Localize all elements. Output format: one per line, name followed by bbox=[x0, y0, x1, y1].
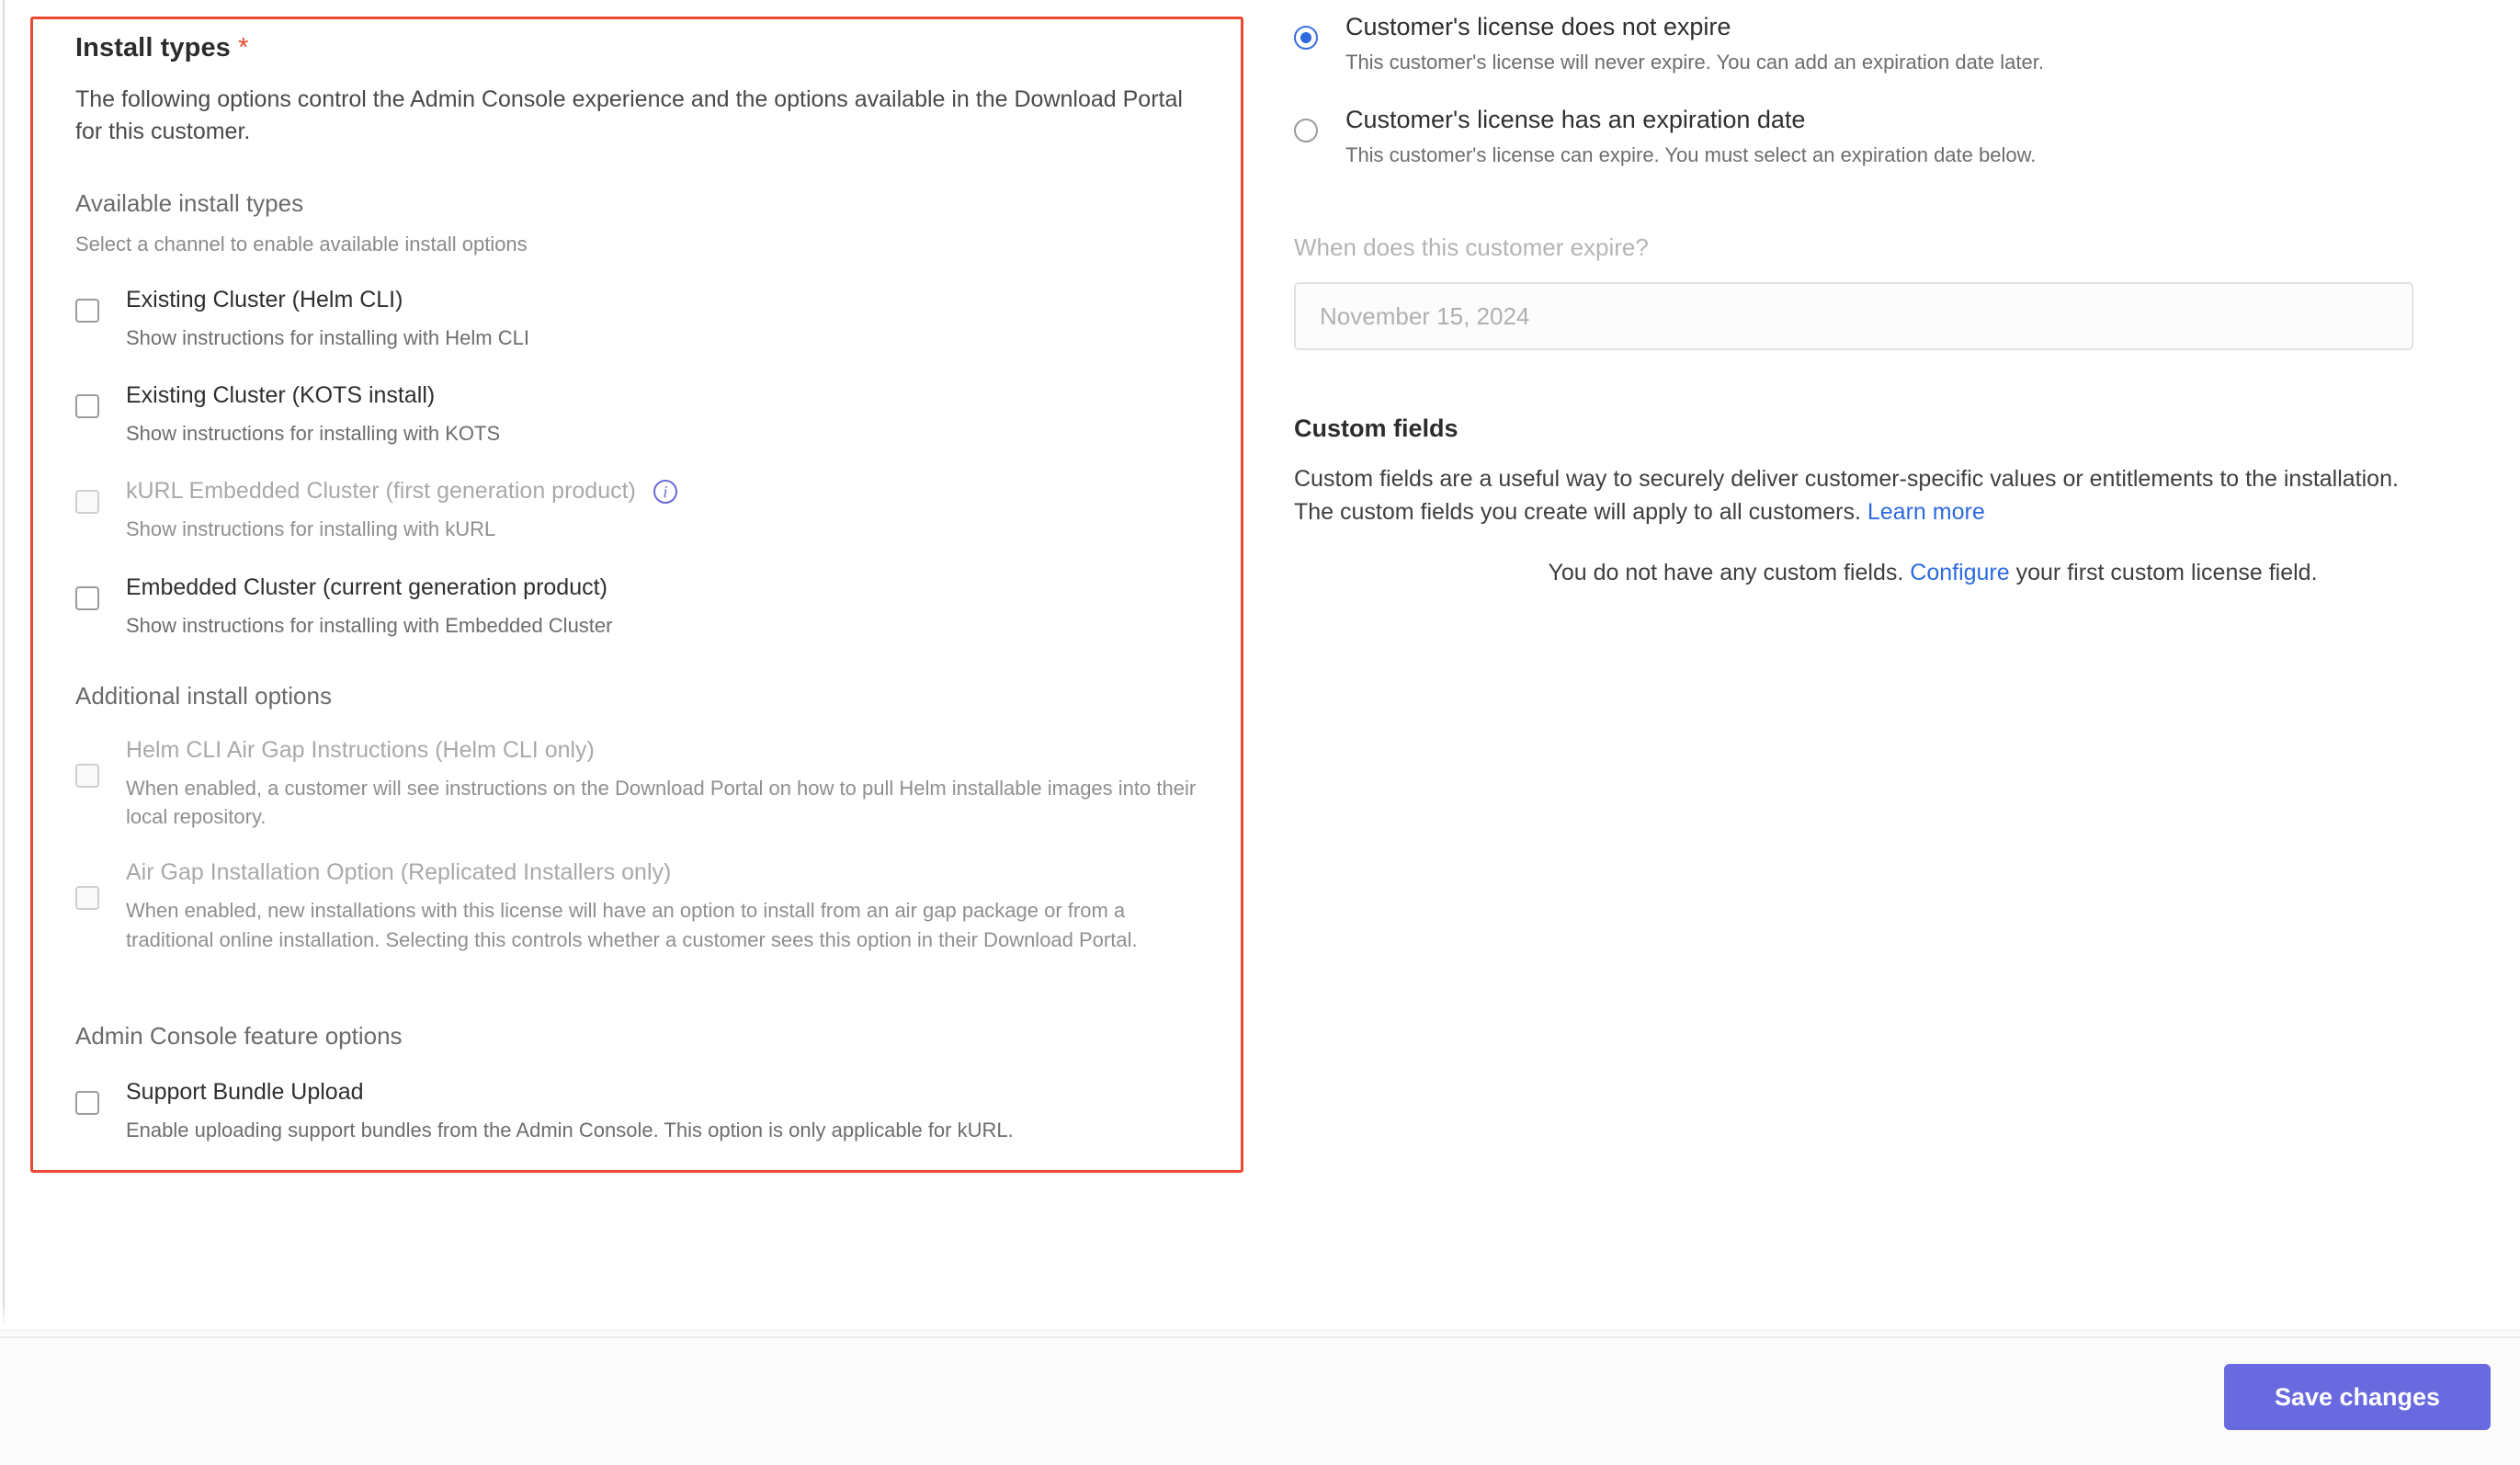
radio-label: Customer's license does not expire bbox=[1345, 13, 1731, 40]
custom-fields-description-text: Custom fields are a useful way to securely deliver customer-specific values or entitlements to the installation. The custom fields you create will apply to all customers. bbox=[1294, 466, 2399, 525]
checkbox-embedded-cluster[interactable] bbox=[75, 586, 99, 610]
option-description: Show instructions for installing with kURL bbox=[126, 517, 496, 541]
radio-button-selected[interactable] bbox=[1294, 26, 1318, 50]
expiration-date-placeholder: November 15, 2024 bbox=[1320, 301, 1530, 330]
panel-divider bbox=[3, 0, 5, 1333]
install-types-title: Install types bbox=[75, 33, 231, 62]
save-changes-button[interactable]: Save changes bbox=[2224, 1364, 2491, 1430]
install-types-panel bbox=[0, 0, 1261, 1342]
custom-fields-empty-text-after: your first custom license field. bbox=[2015, 560, 2318, 585]
checkbox-existing-cluster-helm-cli[interactable] bbox=[75, 299, 99, 323]
checkbox-existing-cluster-kots-install[interactable] bbox=[75, 394, 99, 418]
option-air-gap-installation bbox=[75, 858, 1224, 953]
option-kurl-embedded-cluster bbox=[75, 477, 1224, 543]
radio-description: This customer's license will never expire. You can add an expiration date later. bbox=[1345, 51, 2044, 74]
option-label: Support Bundle Upload bbox=[126, 1078, 364, 1105]
footer-bar bbox=[0, 1336, 2520, 1465]
custom-fields-empty-text: You do not have any custom fields. bbox=[1548, 560, 1904, 585]
info-icon[interactable]: i bbox=[653, 480, 677, 504]
option-label: Existing Cluster (KOTS install) bbox=[126, 382, 436, 409]
checkbox-kurl-embedded-cluster bbox=[75, 490, 99, 514]
available-install-types-note: Select a channel to enable available install options bbox=[75, 233, 528, 256]
option-label-text: kURL Embedded Cluster (first generation product) bbox=[126, 478, 636, 505]
option-description: Show instructions for installing with KOTS bbox=[126, 422, 501, 446]
option-label: Embedded Cluster (current generation product) bbox=[126, 574, 607, 600]
option-description: Show instructions for installing with Helm CLI bbox=[126, 326, 529, 349]
custom-fields-description bbox=[1294, 463, 2415, 528]
radio-license-has-expiration-date[interactable] bbox=[1294, 106, 2516, 167]
option-description: Show instructions for installing with Embedded Cluster bbox=[126, 613, 613, 637]
radio-license-does-not-expire[interactable] bbox=[1294, 13, 2516, 74]
checkbox-air-gap-installation bbox=[75, 886, 99, 910]
expiration-question-label: When does this customer expire? bbox=[1294, 233, 1649, 261]
option-label: Existing Cluster (Helm CLI) bbox=[126, 287, 403, 312]
checkbox-support-bundle-upload[interactable] bbox=[75, 1091, 99, 1115]
checkbox-helm-cli-air-gap-instructions bbox=[75, 764, 99, 788]
configure-link[interactable]: Configure bbox=[1910, 560, 2010, 585]
radio-label: Customer's license has an expiration date bbox=[1345, 106, 1806, 133]
option-embedded-cluster[interactable] bbox=[75, 574, 1224, 640]
radio-description: This customer's license can expire. You must select an expiration date below. bbox=[1345, 143, 2037, 166]
available-install-types-heading: Available install types bbox=[75, 189, 304, 217]
required-marker: * bbox=[238, 33, 249, 62]
expiration-and-custom-fields-panel bbox=[1294, 0, 2516, 586]
option-existing-cluster-kots-install[interactable] bbox=[75, 381, 1224, 448]
custom-fields-empty-state bbox=[1294, 560, 2516, 586]
option-label bbox=[126, 477, 1224, 505]
option-helm-cli-air-gap-instructions bbox=[75, 736, 1224, 831]
option-support-bundle-upload[interactable] bbox=[75, 1078, 1224, 1144]
page-title bbox=[75, 33, 1224, 63]
additional-install-options-heading: Additional install options bbox=[75, 681, 332, 710]
option-label: Air Gap Installation Option (Replicated Installers only) bbox=[126, 859, 672, 886]
admin-console-feature-options-heading: Admin Console feature options bbox=[75, 1021, 403, 1050]
option-label: Helm CLI Air Gap Instructions (Helm CLI only) bbox=[126, 736, 595, 763]
option-description: Enable uploading support bundles from the Admin Console. This option is only applicable for kURL. bbox=[126, 1118, 1014, 1141]
option-existing-cluster-helm-cli[interactable] bbox=[75, 286, 1224, 352]
radio-button[interactable] bbox=[1294, 119, 1318, 142]
expiration-date-field[interactable] bbox=[1294, 282, 2413, 350]
option-description: When enabled, a customer will see instructions on the Download Portal on how to pull Helm installable images into their local repository. bbox=[126, 776, 1197, 829]
custom-fields-title: Custom fields bbox=[1294, 415, 1459, 442]
option-description: When enabled, new installations with this license will have an option to install from an air gap package or from a traditional online installation. Selecting this controls whether a customer sees this option in their Download Portal. bbox=[126, 899, 1138, 951]
learn-more-link[interactable]: Learn more bbox=[1867, 498, 1985, 525]
install-types-description: The following options control the Admin Console experience and the options available in the Download Portal for this customer. bbox=[75, 86, 1183, 144]
footer-shadow bbox=[0, 1329, 2520, 1338]
